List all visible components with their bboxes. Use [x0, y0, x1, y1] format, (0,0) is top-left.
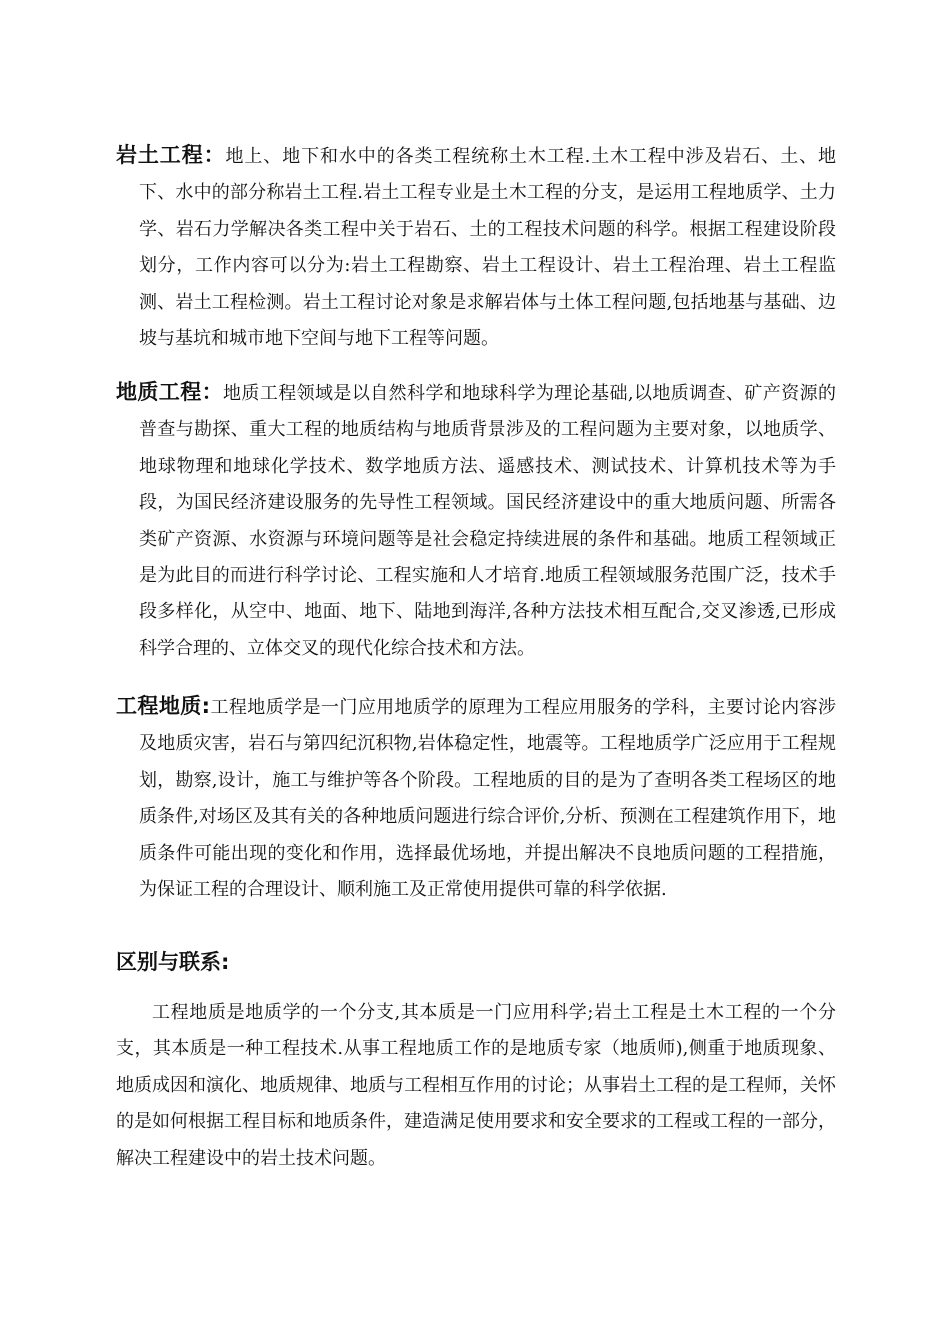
- entry-text: 地质工程领域是以自然科学和地球科学为理论基础,以地质调查、矿产资源的普查与勘探、重大工程的地质结构与地质背景涉及的工程问题为主要对象，以地质学、地球物理和地球化学技术、数学地质方法、遥感技术、测试技术、计算机技术等为手段，为国民经济建设服务的先导性工程领域。国民经济建设中的重大地质问题、所需各类矿产资源、水资源与环境问题等是社会稳定持续进展的条件和基础。地质工程领域正是为此目的而进行科学讨论、工程实施和人才培育.地质工程领域服务范围广泛，技术手段多样化，从空中、地面、地下、陆地到海洋,各种方法技术相互配合,交叉渗透,已形成科学合理的、立体交叉的现代化综合技术和方法。: [139, 383, 837, 659]
- entry-geotechnical-engineering: [116, 137, 836, 357]
- entry-text: 工程地质学是一门应用地质学的原理为工程应用服务的学科，主要讨论内容涉及地质灾害，岩石与第四纪沉积物,岩体稳定性，地震等。工程地质学广泛应用于工程规划，勘察,设计，施工与维护等各个阶段。工程地质的目的是为了查明各类工程场区的地质条件,对场区及其有关的各种地质问题进行综合评价,分析、预测在工程建筑作用下，地质条件可能出现的变化和作用，选择最优场地，并提出解决不良地质问题的工程措施，为保证工程的合理设计、顺利施工及正常使用提供可靠的科学依据.: [139, 697, 836, 901]
- entry-geological-engineering: [116, 374, 836, 667]
- entry-term: 工程地质:: [116, 694, 211, 718]
- section-body: 工程地质是地质学的一个分支,其本质是一门应用科学;岩土工程是土木工程的一个分支，其本质是一种工程技术.从事工程地质工作的是地质专家（地质师),侧重于地质现象、地质成因和演化、地质规律、地质与工程相互作用的讨论；从事岩土工程的是工程师，关怀的是如何根据工程目标和地质条件，建造满足使用要求和安全要求的工程或工程的一部分，解决工程建设中的岩土技术问题。: [116, 1002, 836, 1169]
- section-heading: 区别与联系:: [116, 950, 230, 974]
- entry-term: 地质工程：: [116, 380, 224, 404]
- entry-engineering-geology: [116, 688, 836, 908]
- entry-text: 地上、地下和水中的各类工程统称土木工程.土木工程中涉及岩石、土、地下、水中的部分称岩土工程.岩土工程专业是土木工程的分支，是运用工程地质学、土力学、岩石力学解决各类工程中关于岩石、土的工程技术问题的科学。根据工程建设阶段划分，工作内容可以分为:岩土工程勘察、岩土工程设计、岩土工程治理、岩土工程监测、岩土工程检测。岩土工程讨论对象是求解岩体与土体工程问题,包括地基与基础、边坡与基坑和城市地下空间与地下工程等问题。: [139, 146, 837, 350]
- entry-term: 岩土工程：: [116, 143, 226, 167]
